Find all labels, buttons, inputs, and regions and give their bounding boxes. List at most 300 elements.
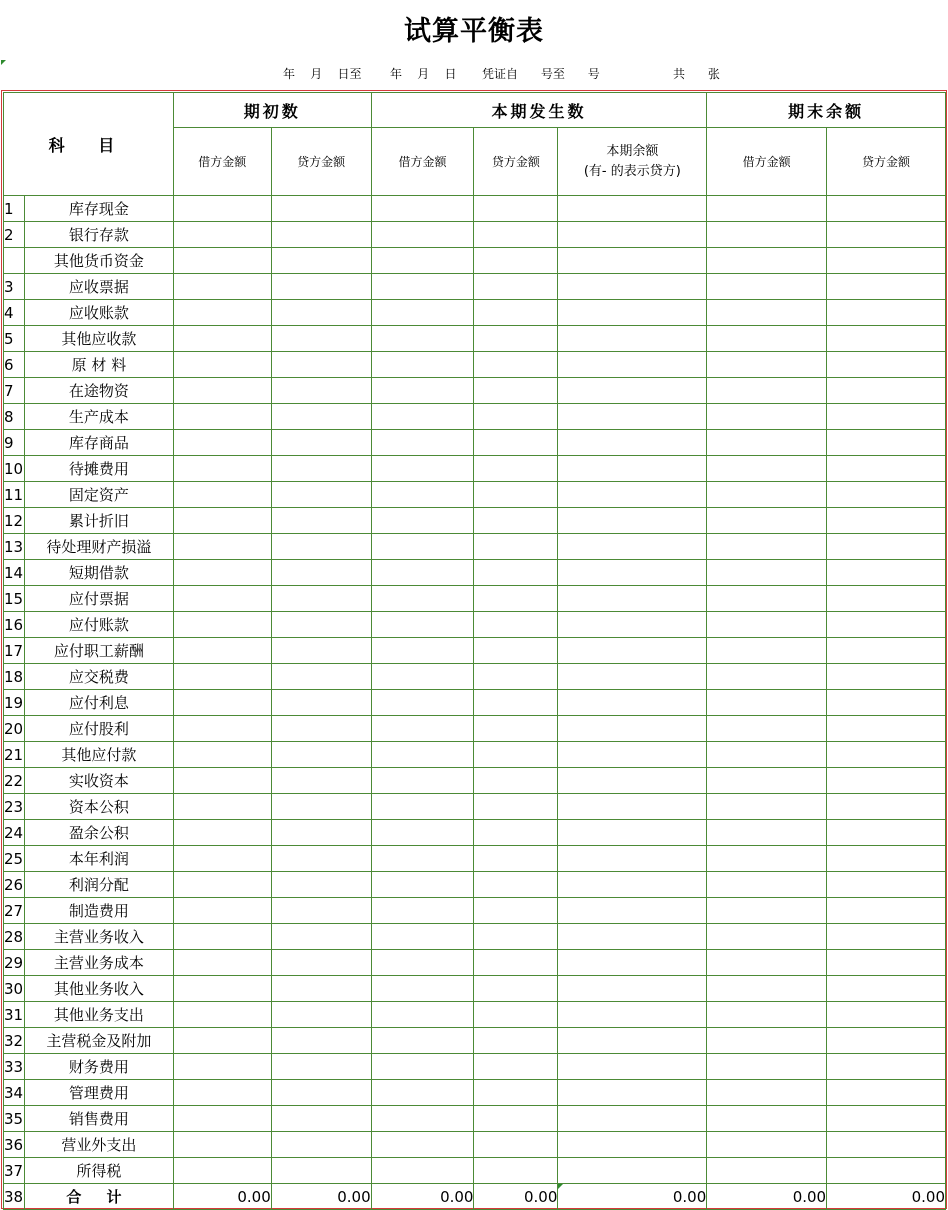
closing-debit-cell[interactable]: [707, 898, 827, 924]
table-row: [4, 1158, 946, 1184]
opening-credit-cell[interactable]: [271, 1080, 371, 1106]
closing-credit-cell[interactable]: [827, 716, 946, 742]
row-number: 10: [4, 456, 25, 482]
closing-credit-cell[interactable]: [827, 924, 946, 950]
period-debit-total[interactable]: 0.00: [371, 1184, 474, 1210]
period-debit-cell[interactable]: [371, 300, 474, 326]
opening-debit-cell[interactable]: [173, 742, 271, 768]
row-number: 12: [4, 508, 25, 534]
table-row: [4, 872, 946, 898]
row-number: 26: [4, 872, 25, 898]
opening-debit-cell[interactable]: [173, 1080, 271, 1106]
opening-debit-cell[interactable]: [173, 638, 271, 664]
period-balance-cell[interactable]: [558, 482, 707, 508]
period-credit-cell[interactable]: [474, 716, 558, 742]
period-balance-cell[interactable]: [558, 664, 707, 690]
opening-credit-cell[interactable]: [271, 404, 371, 430]
closing-credit-cell[interactable]: [827, 768, 946, 794]
period-debit-cell[interactable]: [371, 222, 474, 248]
opening-credit-cell[interactable]: [271, 924, 371, 950]
closing-debit-cell[interactable]: [707, 1080, 827, 1106]
period-balance-cell[interactable]: [558, 586, 707, 612]
period-balance-cell[interactable]: [558, 456, 707, 482]
closing-credit-cell[interactable]: [827, 222, 946, 248]
period-debit-cell[interactable]: [371, 1002, 474, 1028]
period-debit-cell[interactable]: [371, 534, 474, 560]
period-balance-cell[interactable]: [558, 898, 707, 924]
opening-debit-cell[interactable]: [173, 1132, 271, 1158]
subject-name: 应付账款: [24, 612, 173, 638]
period-credit-cell[interactable]: [474, 456, 558, 482]
opening-debit-cell[interactable]: [173, 794, 271, 820]
opening-debit-cell[interactable]: [173, 378, 271, 404]
period-debit-cell[interactable]: [371, 664, 474, 690]
closing-credit-cell[interactable]: [827, 1158, 946, 1184]
closing-credit-cell[interactable]: [827, 352, 946, 378]
row-number: 7: [4, 378, 25, 404]
period-credit-cell[interactable]: [474, 1106, 558, 1132]
closing-credit-cell[interactable]: [827, 1054, 946, 1080]
closing-credit-cell[interactable]: [827, 690, 946, 716]
period-debit-cell[interactable]: [371, 924, 474, 950]
period-balance-cell[interactable]: [558, 222, 707, 248]
opening-debit-cell[interactable]: [173, 768, 271, 794]
opening-credit-cell[interactable]: [271, 586, 371, 612]
closing-credit-cell[interactable]: [827, 950, 946, 976]
period-credit-cell[interactable]: [474, 248, 558, 274]
closing-credit-cell[interactable]: [827, 1028, 946, 1054]
period-debit-cell[interactable]: [371, 612, 474, 638]
period-credit-cell[interactable]: [474, 768, 558, 794]
period-debit-cell[interactable]: [371, 1158, 474, 1184]
period-balance-cell[interactable]: [558, 820, 707, 846]
period-balance-cell[interactable]: [558, 1028, 707, 1054]
closing-credit-cell[interactable]: [827, 820, 946, 846]
opening-debit-cell[interactable]: [173, 716, 271, 742]
opening-debit-cell[interactable]: [173, 1054, 271, 1080]
closing-debit-cell[interactable]: [707, 690, 827, 716]
period-balance-cell[interactable]: [558, 1054, 707, 1080]
period-debit-cell[interactable]: [371, 1054, 474, 1080]
opening-debit-cell[interactable]: [173, 586, 271, 612]
closing-debit-cell[interactable]: [707, 534, 827, 560]
period-balance-cell[interactable]: [558, 976, 707, 1002]
period-credit-cell[interactable]: [474, 222, 558, 248]
period-debit-cell[interactable]: [371, 326, 474, 352]
subject-name: 实收资本: [24, 768, 173, 794]
closing-debit-cell[interactable]: [707, 378, 827, 404]
period-balance-cell[interactable]: [558, 430, 707, 456]
opening-debit-cell[interactable]: [173, 924, 271, 950]
period-debit-cell[interactable]: [371, 482, 474, 508]
opening-credit-cell[interactable]: [271, 1028, 371, 1054]
closing-credit-cell[interactable]: [827, 1106, 946, 1132]
opening-credit-cell[interactable]: [271, 742, 371, 768]
period-balance-cell[interactable]: [558, 612, 707, 638]
period-debit-cell[interactable]: [371, 794, 474, 820]
period-debit-cell[interactable]: [371, 560, 474, 586]
period-balance-cell[interactable]: [558, 248, 707, 274]
closing-debit-cell[interactable]: [707, 1132, 827, 1158]
opening-debit-total[interactable]: 0.00: [173, 1184, 271, 1210]
opening-credit-cell[interactable]: [271, 326, 371, 352]
period-credit-cell[interactable]: [474, 794, 558, 820]
period-debit-cell[interactable]: [371, 742, 474, 768]
period-credit-cell[interactable]: [474, 1158, 558, 1184]
opening-credit-cell[interactable]: [271, 430, 371, 456]
closing-credit-cell[interactable]: [827, 456, 946, 482]
row-number: 20: [4, 716, 25, 742]
period-debit-cell[interactable]: [371, 404, 474, 430]
opening-credit-cell[interactable]: [271, 794, 371, 820]
opening-credit-cell[interactable]: [271, 872, 371, 898]
closing-credit-cell[interactable]: [827, 742, 946, 768]
closing-credit-cell[interactable]: [827, 378, 946, 404]
period-credit-total[interactable]: 0.00: [474, 1184, 558, 1210]
period-debit-cell[interactable]: [371, 196, 474, 222]
period-debit-cell[interactable]: [371, 976, 474, 1002]
opening-credit-cell[interactable]: [271, 1106, 371, 1132]
opening-credit-cell[interactable]: [271, 716, 371, 742]
period-debit-cell[interactable]: [371, 950, 474, 976]
period-debit-cell[interactable]: [371, 508, 474, 534]
closing-debit-cell[interactable]: [707, 404, 827, 430]
opening-credit-cell[interactable]: [271, 1132, 371, 1158]
closing-debit-cell[interactable]: [707, 560, 827, 586]
closing-debit-cell[interactable]: [707, 222, 827, 248]
period-credit-cell[interactable]: [474, 482, 558, 508]
opening-credit-cell[interactable]: [271, 248, 371, 274]
row-number: 8: [4, 404, 25, 430]
opening-credit-cell[interactable]: [271, 664, 371, 690]
opening-debit-cell[interactable]: [173, 352, 271, 378]
opening-credit-cell[interactable]: [271, 950, 371, 976]
opening-credit-cell[interactable]: [271, 482, 371, 508]
period-debit-cell[interactable]: [371, 274, 474, 300]
period-credit-cell[interactable]: [474, 846, 558, 872]
closing-debit-total[interactable]: 0.00: [707, 1184, 827, 1210]
period-credit-cell[interactable]: [474, 872, 558, 898]
opening-credit-cell[interactable]: [271, 378, 371, 404]
period-credit-cell[interactable]: [474, 534, 558, 560]
closing-debit-cell[interactable]: [707, 664, 827, 690]
period-balance-cell[interactable]: [558, 950, 707, 976]
closing-debit-cell[interactable]: [707, 508, 827, 534]
period-credit-cell[interactable]: [474, 820, 558, 846]
closing-credit-cell[interactable]: [827, 196, 946, 222]
period-balance-total[interactable]: 0.00: [558, 1184, 707, 1210]
closing-credit-cell[interactable]: [827, 1132, 946, 1158]
period-credit-cell[interactable]: [474, 1028, 558, 1054]
period-debit-cell[interactable]: [371, 846, 474, 872]
opening-credit-cell[interactable]: [271, 352, 371, 378]
closing-debit-cell[interactable]: [707, 924, 827, 950]
closing-credit-cell[interactable]: [827, 248, 946, 274]
opening-credit-cell[interactable]: [271, 638, 371, 664]
opening-debit-cell[interactable]: [173, 326, 271, 352]
row-number: 19: [4, 690, 25, 716]
period-credit-cell[interactable]: [474, 1132, 558, 1158]
closing-debit-cell[interactable]: [707, 742, 827, 768]
period-debit-cell[interactable]: [371, 1106, 474, 1132]
closing-debit-cell[interactable]: [707, 1054, 827, 1080]
closing-credit-cell[interactable]: [827, 976, 946, 1002]
period-credit-cell[interactable]: [474, 924, 558, 950]
period-credit-cell[interactable]: [474, 612, 558, 638]
period-debit-cell[interactable]: [371, 690, 474, 716]
closing-credit-cell[interactable]: [827, 326, 946, 352]
period-balance-cell[interactable]: [558, 716, 707, 742]
row-number: 34: [4, 1080, 25, 1106]
opening-debit-cell[interactable]: [173, 690, 271, 716]
closing-debit-cell[interactable]: [707, 1028, 827, 1054]
opening-debit-cell[interactable]: [173, 560, 271, 586]
period-balance-cell[interactable]: [558, 1106, 707, 1132]
period-credit-cell[interactable]: [474, 664, 558, 690]
opening-debit-cell[interactable]: [173, 430, 271, 456]
closing-credit-cell[interactable]: [827, 586, 946, 612]
period-credit-cell[interactable]: [474, 196, 558, 222]
opening-credit-cell[interactable]: [271, 456, 371, 482]
period-debit-cell[interactable]: [371, 456, 474, 482]
closing-credit-cell[interactable]: [827, 872, 946, 898]
opening-debit-cell[interactable]: [173, 404, 271, 430]
period-debit-cell[interactable]: [371, 1028, 474, 1054]
closing-debit-cell[interactable]: [707, 326, 827, 352]
period-debit-cell[interactable]: [371, 352, 474, 378]
closing-credit-cell[interactable]: [827, 794, 946, 820]
period-balance-cell[interactable]: [558, 768, 707, 794]
closing-debit-cell[interactable]: [707, 950, 827, 976]
period-balance-cell[interactable]: [558, 794, 707, 820]
opening-debit-cell[interactable]: [173, 1106, 271, 1132]
opening-debit-cell[interactable]: [173, 482, 271, 508]
subject-name: 主营业务收入: [24, 924, 173, 950]
closing-debit-cell[interactable]: [707, 638, 827, 664]
period-debit-cell[interactable]: [371, 1132, 474, 1158]
opening-debit-cell[interactable]: [173, 1158, 271, 1184]
opening-debit-cell[interactable]: [173, 456, 271, 482]
opening-credit-cell[interactable]: [271, 1054, 371, 1080]
opening-debit-cell[interactable]: [173, 1028, 271, 1054]
period-credit-cell[interactable]: [474, 378, 558, 404]
period-debit-cell[interactable]: [371, 430, 474, 456]
closing-debit-cell[interactable]: [707, 274, 827, 300]
period-balance-cell[interactable]: [558, 326, 707, 352]
period-credit-cell[interactable]: [474, 1002, 558, 1028]
subject-name: 本年利润: [24, 846, 173, 872]
period-credit-cell[interactable]: [474, 1054, 558, 1080]
closing-credit-cell[interactable]: [827, 1002, 946, 1028]
period-balance-cell[interactable]: [558, 690, 707, 716]
opening-debit-cell[interactable]: [173, 508, 271, 534]
opening-credit-cell[interactable]: [271, 534, 371, 560]
opening-debit-cell[interactable]: [173, 950, 271, 976]
period-balance-cell[interactable]: [558, 300, 707, 326]
opening-debit-cell[interactable]: [173, 898, 271, 924]
table-row: [4, 768, 946, 794]
period-debit-cell[interactable]: [371, 378, 474, 404]
period-credit-cell[interactable]: [474, 690, 558, 716]
closing-credit-cell[interactable]: [827, 404, 946, 430]
period-credit-cell[interactable]: [474, 430, 558, 456]
period-balance-cell[interactable]: [558, 404, 707, 430]
closing-debit-cell[interactable]: [707, 1002, 827, 1028]
closing-debit-cell[interactable]: [707, 300, 827, 326]
closing-debit-cell[interactable]: [707, 872, 827, 898]
period-balance-cell[interactable]: [558, 742, 707, 768]
opening-credit-cell[interactable]: [271, 222, 371, 248]
period-balance-cell[interactable]: [558, 508, 707, 534]
period-balance-cell[interactable]: [558, 196, 707, 222]
opening-credit-cell[interactable]: [271, 898, 371, 924]
opening-credit-cell[interactable]: [271, 820, 371, 846]
closing-credit-cell[interactable]: [827, 638, 946, 664]
period-credit-cell[interactable]: [474, 352, 558, 378]
closing-debit-cell[interactable]: [707, 976, 827, 1002]
subject-name: 主营业务成本: [24, 950, 173, 976]
closing-credit-total[interactable]: 0.00: [827, 1184, 946, 1210]
opening-credit-cell[interactable]: [271, 1002, 371, 1028]
closing-credit-cell[interactable]: [827, 612, 946, 638]
period-credit-cell[interactable]: [474, 326, 558, 352]
closing-credit-cell[interactable]: [827, 846, 946, 872]
table-row: [4, 664, 946, 690]
period-debit-cell[interactable]: [371, 716, 474, 742]
period-credit-cell[interactable]: [474, 300, 558, 326]
closing-debit-cell[interactable]: [707, 430, 827, 456]
opening-credit-cell[interactable]: [271, 560, 371, 586]
opening-debit-cell[interactable]: [173, 846, 271, 872]
period-debit-cell[interactable]: [371, 638, 474, 664]
period-debit-cell[interactable]: [371, 248, 474, 274]
closing-credit-cell[interactable]: [827, 560, 946, 586]
period-credit-cell[interactable]: [474, 508, 558, 534]
period-credit-cell[interactable]: [474, 586, 558, 612]
closing-credit-cell[interactable]: [827, 430, 946, 456]
period-debit-cell[interactable]: [371, 768, 474, 794]
closing-credit-cell[interactable]: [827, 664, 946, 690]
closing-debit-cell[interactable]: [707, 846, 827, 872]
period-credit-cell[interactable]: [474, 950, 558, 976]
closing-credit-cell[interactable]: [827, 898, 946, 924]
period-credit-cell[interactable]: [474, 976, 558, 1002]
period-balance-cell[interactable]: [558, 352, 707, 378]
subject-name: 销售费用: [24, 1106, 173, 1132]
table-row: [4, 274, 946, 300]
period-balance-cell[interactable]: [558, 274, 707, 300]
closing-debit-cell[interactable]: [707, 352, 827, 378]
period-debit-cell[interactable]: [371, 1080, 474, 1106]
period-balance-cell[interactable]: [558, 534, 707, 560]
closing-debit-cell[interactable]: [707, 820, 827, 846]
opening-debit-cell[interactable]: [173, 196, 271, 222]
period-balance-cell[interactable]: [558, 378, 707, 404]
period-debit-cell[interactable]: [371, 872, 474, 898]
opening-credit-cell[interactable]: [271, 846, 371, 872]
row-number: 23: [4, 794, 25, 820]
opening-credit-cell[interactable]: [271, 768, 371, 794]
period-balance-cell[interactable]: [558, 560, 707, 586]
subject-name: 其他货币资金: [24, 248, 173, 274]
opening-debit-cell[interactable]: [173, 664, 271, 690]
closing-debit-cell[interactable]: [707, 196, 827, 222]
opening-credit-cell[interactable]: [271, 612, 371, 638]
closing-debit-cell[interactable]: [707, 794, 827, 820]
period-credit-cell[interactable]: [474, 1080, 558, 1106]
closing-debit-cell[interactable]: [707, 1106, 827, 1132]
closing-debit-cell[interactable]: [707, 456, 827, 482]
period-debit-cell[interactable]: [371, 898, 474, 924]
period-debit-cell[interactable]: [371, 820, 474, 846]
period-credit-cell[interactable]: [474, 742, 558, 768]
closing-debit-cell[interactable]: [707, 586, 827, 612]
opening-debit-cell[interactable]: [173, 274, 271, 300]
closing-debit-cell[interactable]: [707, 248, 827, 274]
period-balance-cell[interactable]: [558, 1002, 707, 1028]
period-credit-cell[interactable]: [474, 898, 558, 924]
period-balance-cell[interactable]: [558, 638, 707, 664]
opening-credit-cell[interactable]: [271, 976, 371, 1002]
opening-credit-cell[interactable]: [271, 690, 371, 716]
opening-debit-cell[interactable]: [173, 222, 271, 248]
period-balance-cell[interactable]: [558, 1158, 707, 1184]
table-row: [4, 430, 946, 456]
opening-debit-cell[interactable]: [173, 976, 271, 1002]
subject-name: 其他应收款: [24, 326, 173, 352]
closing-debit-cell[interactable]: [707, 612, 827, 638]
closing-credit-cell[interactable]: [827, 482, 946, 508]
closing-credit-cell[interactable]: [827, 1080, 946, 1106]
period-balance-cell[interactable]: [558, 1080, 707, 1106]
closing-debit-cell[interactable]: [707, 716, 827, 742]
opening-debit-cell[interactable]: [173, 820, 271, 846]
opening-credit-total[interactable]: 0.00: [271, 1184, 371, 1210]
opening-credit-cell[interactable]: [271, 1158, 371, 1184]
closing-debit-cell[interactable]: [707, 768, 827, 794]
period-balance-cell[interactable]: [558, 872, 707, 898]
opening-debit-cell[interactable]: [173, 1002, 271, 1028]
period-balance-cell[interactable]: [558, 846, 707, 872]
closing-credit-cell[interactable]: [827, 274, 946, 300]
opening-credit-cell[interactable]: [271, 300, 371, 326]
closing-credit-cell[interactable]: [827, 300, 946, 326]
period-balance-cell[interactable]: [558, 924, 707, 950]
opening-debit-cell[interactable]: [173, 248, 271, 274]
opening-credit-cell[interactable]: [271, 274, 371, 300]
period-debit-cell[interactable]: [371, 586, 474, 612]
row-number: 6: [4, 352, 25, 378]
period-credit-cell[interactable]: [474, 404, 558, 430]
opening-debit-cell[interactable]: [173, 872, 271, 898]
period-credit-cell[interactable]: [474, 638, 558, 664]
table-row: [4, 404, 946, 430]
closing-credit-cell[interactable]: [827, 534, 946, 560]
opening-debit-cell[interactable]: [173, 612, 271, 638]
period-credit-cell[interactable]: [474, 274, 558, 300]
period-debit-header: 借方金额: [371, 128, 474, 196]
opening-debit-cell[interactable]: [173, 300, 271, 326]
closing-debit-cell[interactable]: [707, 1158, 827, 1184]
period-credit-cell[interactable]: [474, 560, 558, 586]
opening-debit-cell[interactable]: [173, 534, 271, 560]
opening-credit-cell[interactable]: [271, 508, 371, 534]
closing-credit-cell[interactable]: [827, 508, 946, 534]
period-balance-cell[interactable]: [558, 1132, 707, 1158]
closing-debit-cell[interactable]: [707, 482, 827, 508]
opening-credit-cell[interactable]: [271, 196, 371, 222]
table-row: [4, 352, 946, 378]
